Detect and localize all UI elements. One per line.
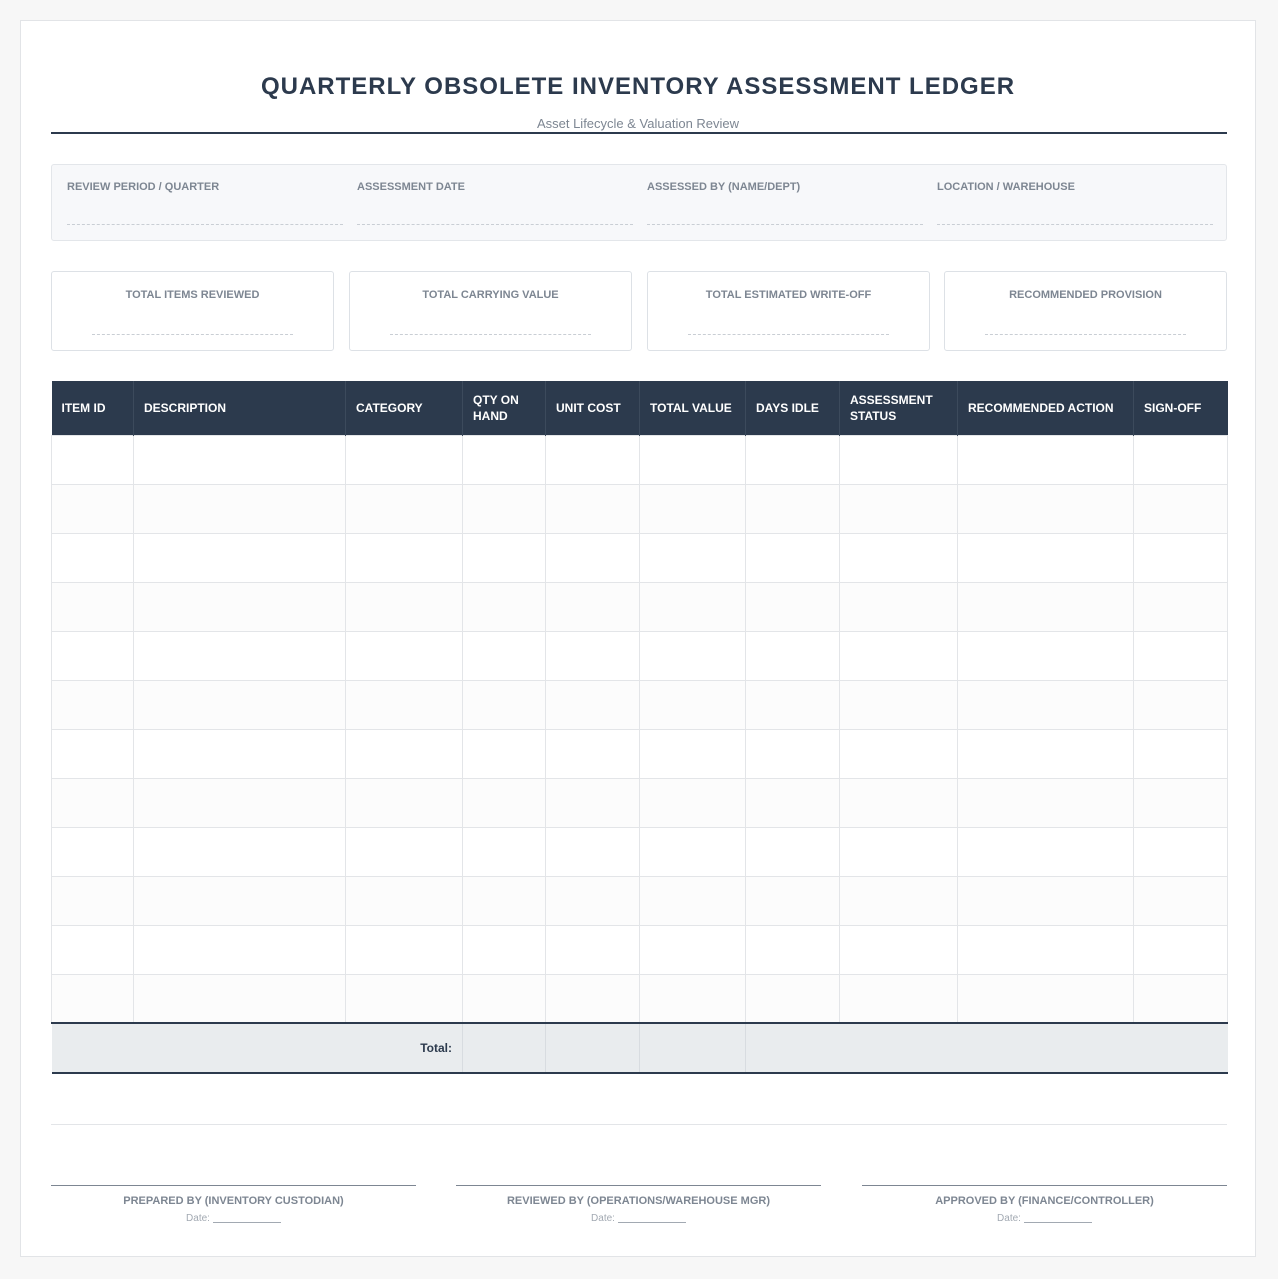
table-cell[interactable] <box>746 533 840 582</box>
table-cell[interactable] <box>1134 484 1228 533</box>
table-cell[interactable] <box>52 974 134 1023</box>
table-cell[interactable] <box>1134 582 1228 631</box>
table-cell[interactable] <box>463 435 546 484</box>
col-header-total-value: TOTAL VALUE <box>640 381 746 435</box>
summary-input-line[interactable] <box>688 334 889 335</box>
table-cell[interactable] <box>640 435 746 484</box>
table-cell[interactable] <box>52 729 134 778</box>
table-header-row <box>52 381 1228 435</box>
title-divider <box>51 132 1227 134</box>
table-cell[interactable] <box>840 484 958 533</box>
table-cell[interactable] <box>546 484 640 533</box>
col-header-sign-off: SIGN-OFF <box>1134 381 1228 435</box>
table-cell[interactable] <box>958 631 1134 680</box>
table-cell[interactable] <box>346 729 463 778</box>
table-row <box>52 631 1228 680</box>
col-header-assessment-status: ASSESSMENT STATUS <box>840 381 958 435</box>
table-cell[interactable] <box>52 631 134 680</box>
table-cell[interactable] <box>346 876 463 925</box>
table-cell[interactable] <box>463 974 546 1023</box>
meta-field-review-period[interactable] <box>67 181 343 193</box>
table-cell[interactable] <box>746 925 840 974</box>
table-cell[interactable] <box>463 533 546 582</box>
table-cell[interactable] <box>134 876 346 925</box>
table-row <box>52 827 1228 876</box>
table-row <box>52 484 1228 533</box>
table-cell[interactable] <box>463 582 546 631</box>
table-row <box>52 582 1228 631</box>
table-cell[interactable] <box>546 435 640 484</box>
table-cell[interactable] <box>346 435 463 484</box>
table-row <box>52 533 1228 582</box>
table-cell[interactable] <box>840 533 958 582</box>
table-cell[interactable] <box>546 827 640 876</box>
col-header-item-id: ITEM ID <box>52 381 134 435</box>
table-cell[interactable] <box>546 876 640 925</box>
table-cell[interactable] <box>52 925 134 974</box>
table-cell[interactable] <box>1134 925 1228 974</box>
inventory-ledger-table <box>51 381 1228 1074</box>
table-cell[interactable] <box>640 778 746 827</box>
table-cell[interactable] <box>840 435 958 484</box>
table-cell[interactable] <box>52 827 134 876</box>
table-cell[interactable] <box>640 533 746 582</box>
table-cell[interactable] <box>346 827 463 876</box>
table-cell[interactable] <box>640 631 746 680</box>
table-cell[interactable] <box>134 827 346 876</box>
table-cell[interactable] <box>463 631 546 680</box>
meta-field-assessment-date[interactable] <box>357 181 633 193</box>
page-title: QUARTERLY OBSOLETE INVENTORY ASSESSMENT LEDGER <box>260 73 1016 100</box>
total-label: Total: <box>52 1023 463 1073</box>
table-row <box>52 729 1228 778</box>
date-line[interactable] <box>213 1222 281 1223</box>
meta-label: LOCATION / WAREHOUSE <box>937 181 1075 193</box>
table-cell[interactable] <box>958 778 1134 827</box>
meta-info-panel <box>51 164 1227 241</box>
table-cell[interactable] <box>346 680 463 729</box>
table-cell[interactable] <box>840 729 958 778</box>
table-cell[interactable] <box>546 631 640 680</box>
table-cell[interactable] <box>840 631 958 680</box>
table-cell[interactable] <box>134 631 346 680</box>
table-cell[interactable] <box>463 925 546 974</box>
table-cell[interactable] <box>640 827 746 876</box>
table-cell[interactable] <box>640 974 746 1023</box>
table-cell[interactable] <box>958 925 1134 974</box>
table-cell[interactable] <box>958 533 1134 582</box>
total-cell-remaining <box>746 1023 1228 1073</box>
date-line[interactable] <box>1024 1222 1092 1223</box>
summary-card-items-reviewed <box>51 271 334 351</box>
col-header-recommended-action: RECOMMENDED ACTION <box>958 381 1134 435</box>
table-cell[interactable] <box>1134 631 1228 680</box>
table-cell[interactable] <box>1134 778 1228 827</box>
table-cell[interactable] <box>746 876 840 925</box>
total-cell-unit-cost[interactable] <box>546 1023 640 1073</box>
table-cell[interactable] <box>958 876 1134 925</box>
total-cell-total-value[interactable] <box>640 1023 746 1073</box>
table-cell[interactable] <box>134 680 346 729</box>
table-cell[interactable] <box>640 925 746 974</box>
table-cell[interactable] <box>346 631 463 680</box>
table-cell[interactable] <box>840 827 958 876</box>
table-cell[interactable] <box>958 974 1134 1023</box>
table-cell[interactable] <box>746 582 840 631</box>
col-header-unit-cost: UNIT COST <box>546 381 640 435</box>
page-subtitle: Asset Lifecycle & Valuation Review <box>536 116 740 131</box>
table-cell[interactable] <box>958 729 1134 778</box>
meta-input-line[interactable] <box>937 224 1213 225</box>
table-cell[interactable] <box>640 484 746 533</box>
table-cell[interactable] <box>958 484 1134 533</box>
table-cell[interactable] <box>52 582 134 631</box>
summary-card-provision <box>944 271 1227 351</box>
table-cell[interactable] <box>640 680 746 729</box>
table-cell[interactable] <box>1134 435 1228 484</box>
table-cell[interactable] <box>463 484 546 533</box>
table-cell[interactable] <box>134 484 346 533</box>
signature-date[interactable] <box>456 1213 821 1224</box>
table-cell[interactable] <box>134 778 346 827</box>
table-cell[interactable] <box>463 680 546 729</box>
meta-label: ASSESSMENT DATE <box>357 181 465 193</box>
table-cell[interactable] <box>840 974 958 1023</box>
col-header-category: CATEGORY <box>346 381 463 435</box>
ledger-page <box>20 20 1256 1257</box>
table-cell[interactable] <box>546 533 640 582</box>
table-cell[interactable] <box>134 533 346 582</box>
table-cell[interactable] <box>546 974 640 1023</box>
table-row <box>52 435 1228 484</box>
table-cell[interactable] <box>134 729 346 778</box>
summary-card-carrying-value <box>349 271 632 351</box>
table-cell[interactable] <box>640 729 746 778</box>
table-row <box>52 778 1228 827</box>
date-label: Date: <box>186 1213 210 1224</box>
summary-input-line[interactable] <box>92 334 293 335</box>
table-cell[interactable] <box>546 729 640 778</box>
table-cell[interactable] <box>746 974 840 1023</box>
summary-input-line[interactable] <box>390 334 591 335</box>
meta-field-location[interactable] <box>937 181 1213 193</box>
table-cell[interactable] <box>52 484 134 533</box>
table-cell[interactable] <box>346 484 463 533</box>
table-cell[interactable] <box>840 876 958 925</box>
table-cell[interactable] <box>746 680 840 729</box>
table-cell[interactable] <box>346 778 463 827</box>
table-cell[interactable] <box>463 827 546 876</box>
date-label: Date: <box>997 1213 1021 1224</box>
footer-divider <box>51 1124 1227 1125</box>
table-cell[interactable] <box>346 925 463 974</box>
table-cell[interactable] <box>958 827 1134 876</box>
table-cell[interactable] <box>346 582 463 631</box>
signature-date[interactable] <box>51 1213 416 1224</box>
table-cell[interactable] <box>134 435 346 484</box>
table-cell[interactable] <box>746 827 840 876</box>
table-cell[interactable] <box>640 582 746 631</box>
table-cell[interactable] <box>958 435 1134 484</box>
table-cell[interactable] <box>840 680 958 729</box>
signature-prepared-by[interactable] <box>51 1185 416 1224</box>
table-cell[interactable] <box>746 778 840 827</box>
signature-approved-by[interactable] <box>862 1185 1227 1224</box>
date-line[interactable] <box>618 1222 686 1223</box>
signature-label: REVIEWED BY (OPERATIONS/WAREHOUSE MGR) <box>506 1195 770 1207</box>
table-body <box>52 435 1228 1073</box>
table-cell[interactable] <box>746 631 840 680</box>
table-cell[interactable] <box>52 533 134 582</box>
table-cell[interactable] <box>840 925 958 974</box>
table-cell[interactable] <box>463 876 546 925</box>
table-row <box>52 876 1228 925</box>
signature-label: APPROVED BY (FINANCE/CONTROLLER) <box>935 1195 1154 1207</box>
signature-reviewed-by[interactable] <box>456 1185 821 1224</box>
table-cell[interactable] <box>1134 680 1228 729</box>
table-row <box>52 925 1228 974</box>
table-cell[interactable] <box>134 582 346 631</box>
table-cell[interactable] <box>1134 729 1228 778</box>
col-header-qty-on-hand: QTY ON HAND <box>463 381 546 435</box>
total-row <box>52 1023 1228 1073</box>
table-cell[interactable] <box>546 778 640 827</box>
summary-label: TOTAL ITEMS REVIEWED <box>125 289 260 301</box>
summary-label: TOTAL CARRYING VALUE <box>422 289 559 301</box>
signature-label: PREPARED BY (INVENTORY CUSTODIAN) <box>123 1195 344 1207</box>
meta-input-line[interactable] <box>67 224 343 225</box>
table-cell[interactable] <box>546 925 640 974</box>
table-cell[interactable] <box>1134 974 1228 1023</box>
table-cell[interactable] <box>134 925 346 974</box>
table-cell[interactable] <box>134 974 346 1023</box>
col-header-days-idle: DAYS IDLE <box>746 381 840 435</box>
table-cell[interactable] <box>1134 876 1228 925</box>
table-cell[interactable] <box>463 778 546 827</box>
meta-input-line[interactable] <box>357 224 633 225</box>
meta-label: REVIEW PERIOD / QUARTER <box>67 181 220 193</box>
table-cell[interactable] <box>840 778 958 827</box>
table-cell[interactable] <box>346 974 463 1023</box>
table-cell[interactable] <box>746 729 840 778</box>
table-cell[interactable] <box>52 876 134 925</box>
col-header-description: DESCRIPTION <box>134 381 346 435</box>
table-cell[interactable] <box>840 582 958 631</box>
table-cell[interactable] <box>746 484 840 533</box>
table-cell[interactable] <box>52 680 134 729</box>
table-cell[interactable] <box>958 582 1134 631</box>
summary-label: TOTAL ESTIMATED WRITE-OFF <box>705 289 872 301</box>
table-cell[interactable] <box>1134 533 1228 582</box>
date-label: Date: <box>591 1213 615 1224</box>
summary-input-line[interactable] <box>985 334 1186 335</box>
table-row <box>52 974 1228 1023</box>
meta-input-line[interactable] <box>647 224 923 225</box>
table-cell[interactable] <box>640 876 746 925</box>
summary-card-write-off <box>647 271 930 351</box>
meta-label: ASSESSED BY (NAME/DEPT) <box>647 181 801 193</box>
table-cell[interactable] <box>52 435 134 484</box>
table-cell[interactable] <box>52 778 134 827</box>
meta-field-assessed-by[interactable] <box>647 181 923 193</box>
table-cell[interactable] <box>546 680 640 729</box>
table-cell[interactable] <box>463 729 546 778</box>
table-cell[interactable] <box>1134 827 1228 876</box>
table-cell[interactable] <box>346 533 463 582</box>
table-cell[interactable] <box>746 435 840 484</box>
signature-date[interactable] <box>862 1213 1227 1224</box>
table-cell[interactable] <box>958 680 1134 729</box>
table-cell[interactable] <box>546 582 640 631</box>
summary-label: RECOMMENDED PROVISION <box>1009 289 1162 301</box>
table-row <box>52 680 1228 729</box>
total-cell-qty[interactable] <box>463 1023 546 1073</box>
